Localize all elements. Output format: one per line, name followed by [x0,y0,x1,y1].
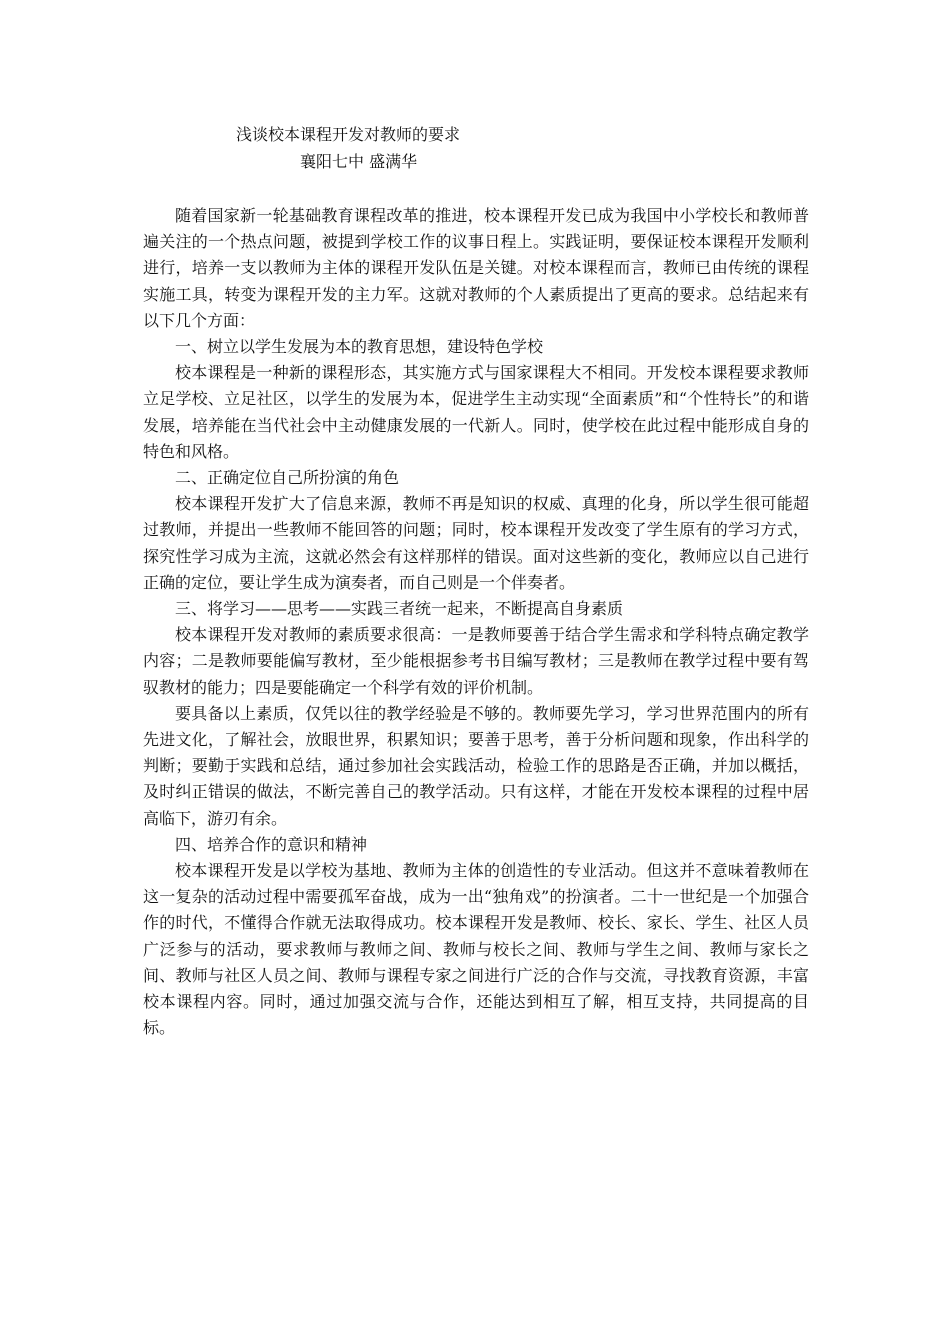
section-heading-1: 一、树立以学生发展为本的教育思想，建设特色学校 [175,337,544,357]
section-4-paragraph: 校本课程开发是以学校为基地、教师为主体的创造性的专业活动。但这并不意味着教师在这一复杂的活动过程中需要孤军奋战，成为一出“独角戏”的扮演者。二十一世纪是一个加强合作的时代，不懂得合作就无法取得成功。校本课程开发是教师、校长、家长、学生、社区人员广泛参与的活动，要求教师与教师之间、教师与校长之间、教师与学生之间、教师与家长之间、教师与社区人员之间、教师与课程专家之间进行广泛的合作与交流，寻找教育资源，丰富校本课程内容。同时，通过加强交流与合作，还能达到相互了解，相互支持，共同提高的目标。 [143,861,809,1038]
section-2-paragraph: 校本课程开发扩大了信息来源，教师不再是知识的权威、真理的化身，所以学生很可能超过教师，并提出一些教师不能回答的问题；同时，校本课程开发改变了学生原有的学习方式，探究性学习成为主流，这就必然会有这样那样的错误。面对这些新的变化，教师应以自己进行正确的定位，要让学生成为演奏者，而自己则是一个伴奏者。 [143,494,809,592]
section-heading-4: 四、培养合作的意识和精神 [175,834,368,854]
section-heading-3: 三、将学习——思考——实践三者统一起来，不断提高自身素质 [175,599,624,619]
section-1-paragraph: 校本课程是一种新的课程形态，其实施方式与国家课程大不相同。开发校本课程要求教师立足学校、立足社区，以学生的发展为本，促进学生主动实现“全面素质”和“个性特长”的和谐发展，培养能在当代社会中主动健康发展的一代新人。同时，使学校在此过程中能形成自身的特色和风格。 [143,363,809,461]
document-title: 浅谈校本课程开发对教师的要求 [236,125,461,144]
document-author: 襄阳七中 盛满华 [300,152,418,171]
section-3-paragraph-1: 校本课程开发对教师的素质要求很高：一是教师要善于结合学生需求和学科特点确定教学内容；二是教师要能偏写教材，至少能根据参考书目编写教材；三是教师在教学过程中要有驾驭教材的能力；四是要能确定一个科学有效的评价机制。 [143,625,809,697]
section-3-paragraph-2: 要具备以上素质，仅凭以往的教学经验是不够的。教师要先学习，学习世界范围内的所有先进文化，了解社会，放眼世界，积累知识；要善于思考，善于分析问题和现象，作出科学的判断；要勤于实践和总结，通过参加社会实践活动，检验工作的思路是否正确，并加以概括，及时纠正错误的做法，不断完善自己的教学活动。只有这样，才能在开发校本课程的过程中居高临下，游刃有余。 [143,703,809,828]
section-heading-2: 二、正确定位自己所扮演的角色 [175,468,400,488]
document-body [143,203,809,1042]
intro-paragraph: 随着国家新一轮基础教育课程改革的推进，校本课程开发已成为我国中小学校长和教师普遍关注的一个热点问题，被提到学校工作的议事日程上。实践证明，要保证校本课程开发顺利进行，培养一支以教师为主体的课程开发队伍是关键。对校本课程而言，教师已由传统的课程实施工具，转变为课程开发的主力军。这就对教师的个人素质提出了更高的要求。总结起来有以下几个方面： [143,206,809,330]
